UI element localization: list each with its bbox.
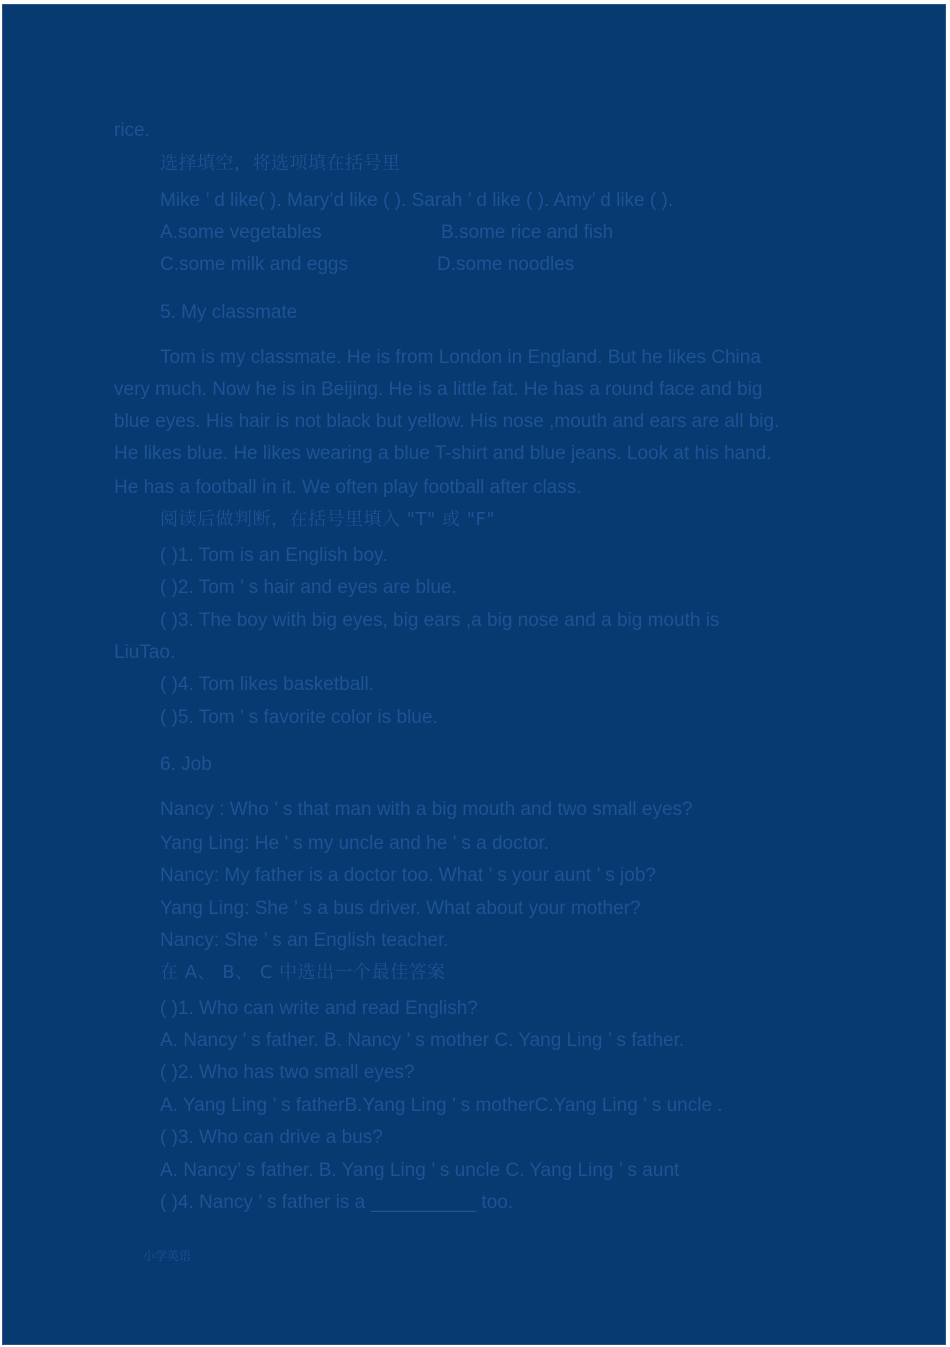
page-footer: 小学英语	[143, 1249, 192, 1263]
passage-line: blue eyes. His hair is not black but yellow. His nose ,mouth and ears are all big.	[114, 411, 780, 432]
passage-line: He likes blue. He likes wearing a blue T-shirt and blue jeans. Look at his hand.	[114, 443, 772, 464]
question-line: ( )1. Who can write and read English?	[160, 998, 478, 1019]
option-d: D.some noodles	[437, 254, 575, 275]
question-line: ( )4. Nancy ’ s father is a __________ too.	[160, 1192, 514, 1213]
question-line: ( )3. Who can drive a bus?	[160, 1127, 383, 1148]
option-b: B.some rice and fish	[441, 222, 614, 243]
question-line: ( )1. Tom is an English boy.	[160, 545, 388, 566]
question-line: ( )3. The boy with big eyes, big ears ,a big nose and a big mouth is	[160, 610, 720, 631]
dialogue-line: Yang Ling: She ’ s a bus driver. What about your mother?	[160, 898, 641, 919]
document-page	[2, 4, 946, 1345]
question-line: ( )4. Tom likes basketball.	[160, 674, 375, 695]
dialogue-line: Nancy: My father is a doctor too. What ’ s your aunt ’ s job?	[160, 865, 656, 886]
passage-line: Tom is my classmate. He is from London in England. But he likes China	[160, 347, 761, 368]
options-line: A. Nancy ’ s father. B. Nancy ’ s mother C. Yang Ling ’ s father.	[160, 1030, 685, 1051]
dialogue-line: Nancy : Who ’ s that man with a big mouth and two small eyes?	[160, 799, 693, 820]
options-line: A. Nancy’ s father. B. Yang Ling ’ s uncle C. Yang Ling ’ s aunt	[160, 1160, 680, 1181]
instruction-heading: 阅读后做判断，在括号里填入 "T" 或 "F"	[160, 509, 496, 530]
text-line: rice.	[114, 120, 150, 141]
passage-line: very much. Now he is in Beijing. He is a little fat. He has a round face and big	[114, 379, 763, 400]
dialogue-line: Yang Ling: He ’ s my uncle and he ’ s a doctor.	[160, 833, 550, 854]
question-line: Mike ’ d like( ). Mary’d like ( ). Sarah ’ d like ( ). Amy’ d like ( ).	[160, 190, 674, 211]
question-line: ( )2. Tom ’ s hair and eyes are blue.	[160, 577, 457, 598]
section-heading: 6. Job	[160, 754, 212, 775]
text-line: LiuTao.	[114, 642, 176, 663]
dialogue-line: Nancy: She ’ s an English teacher.	[160, 930, 449, 951]
passage-line: He has a football in it. We often play football after class.	[114, 477, 582, 498]
question-line: ( )2. Who has two small eyes?	[160, 1062, 415, 1083]
option-c: C.some milk and eggs	[160, 254, 348, 275]
options-line: A. Yang Ling ’ s fatherB.Yang Ling ’ s motherC.Yang Ling ’ s uncle .	[160, 1095, 723, 1116]
instruction-heading: 选择填空，将选项填在括号里	[160, 153, 401, 174]
question-line: ( )5. Tom ’ s favorite color is blue.	[160, 707, 438, 728]
instruction-heading: 在 A、 B、 C 中选出一个最佳答案	[160, 962, 446, 983]
section-heading: 5. My classmate	[160, 302, 298, 323]
option-a: A.some vegetables	[160, 222, 322, 243]
